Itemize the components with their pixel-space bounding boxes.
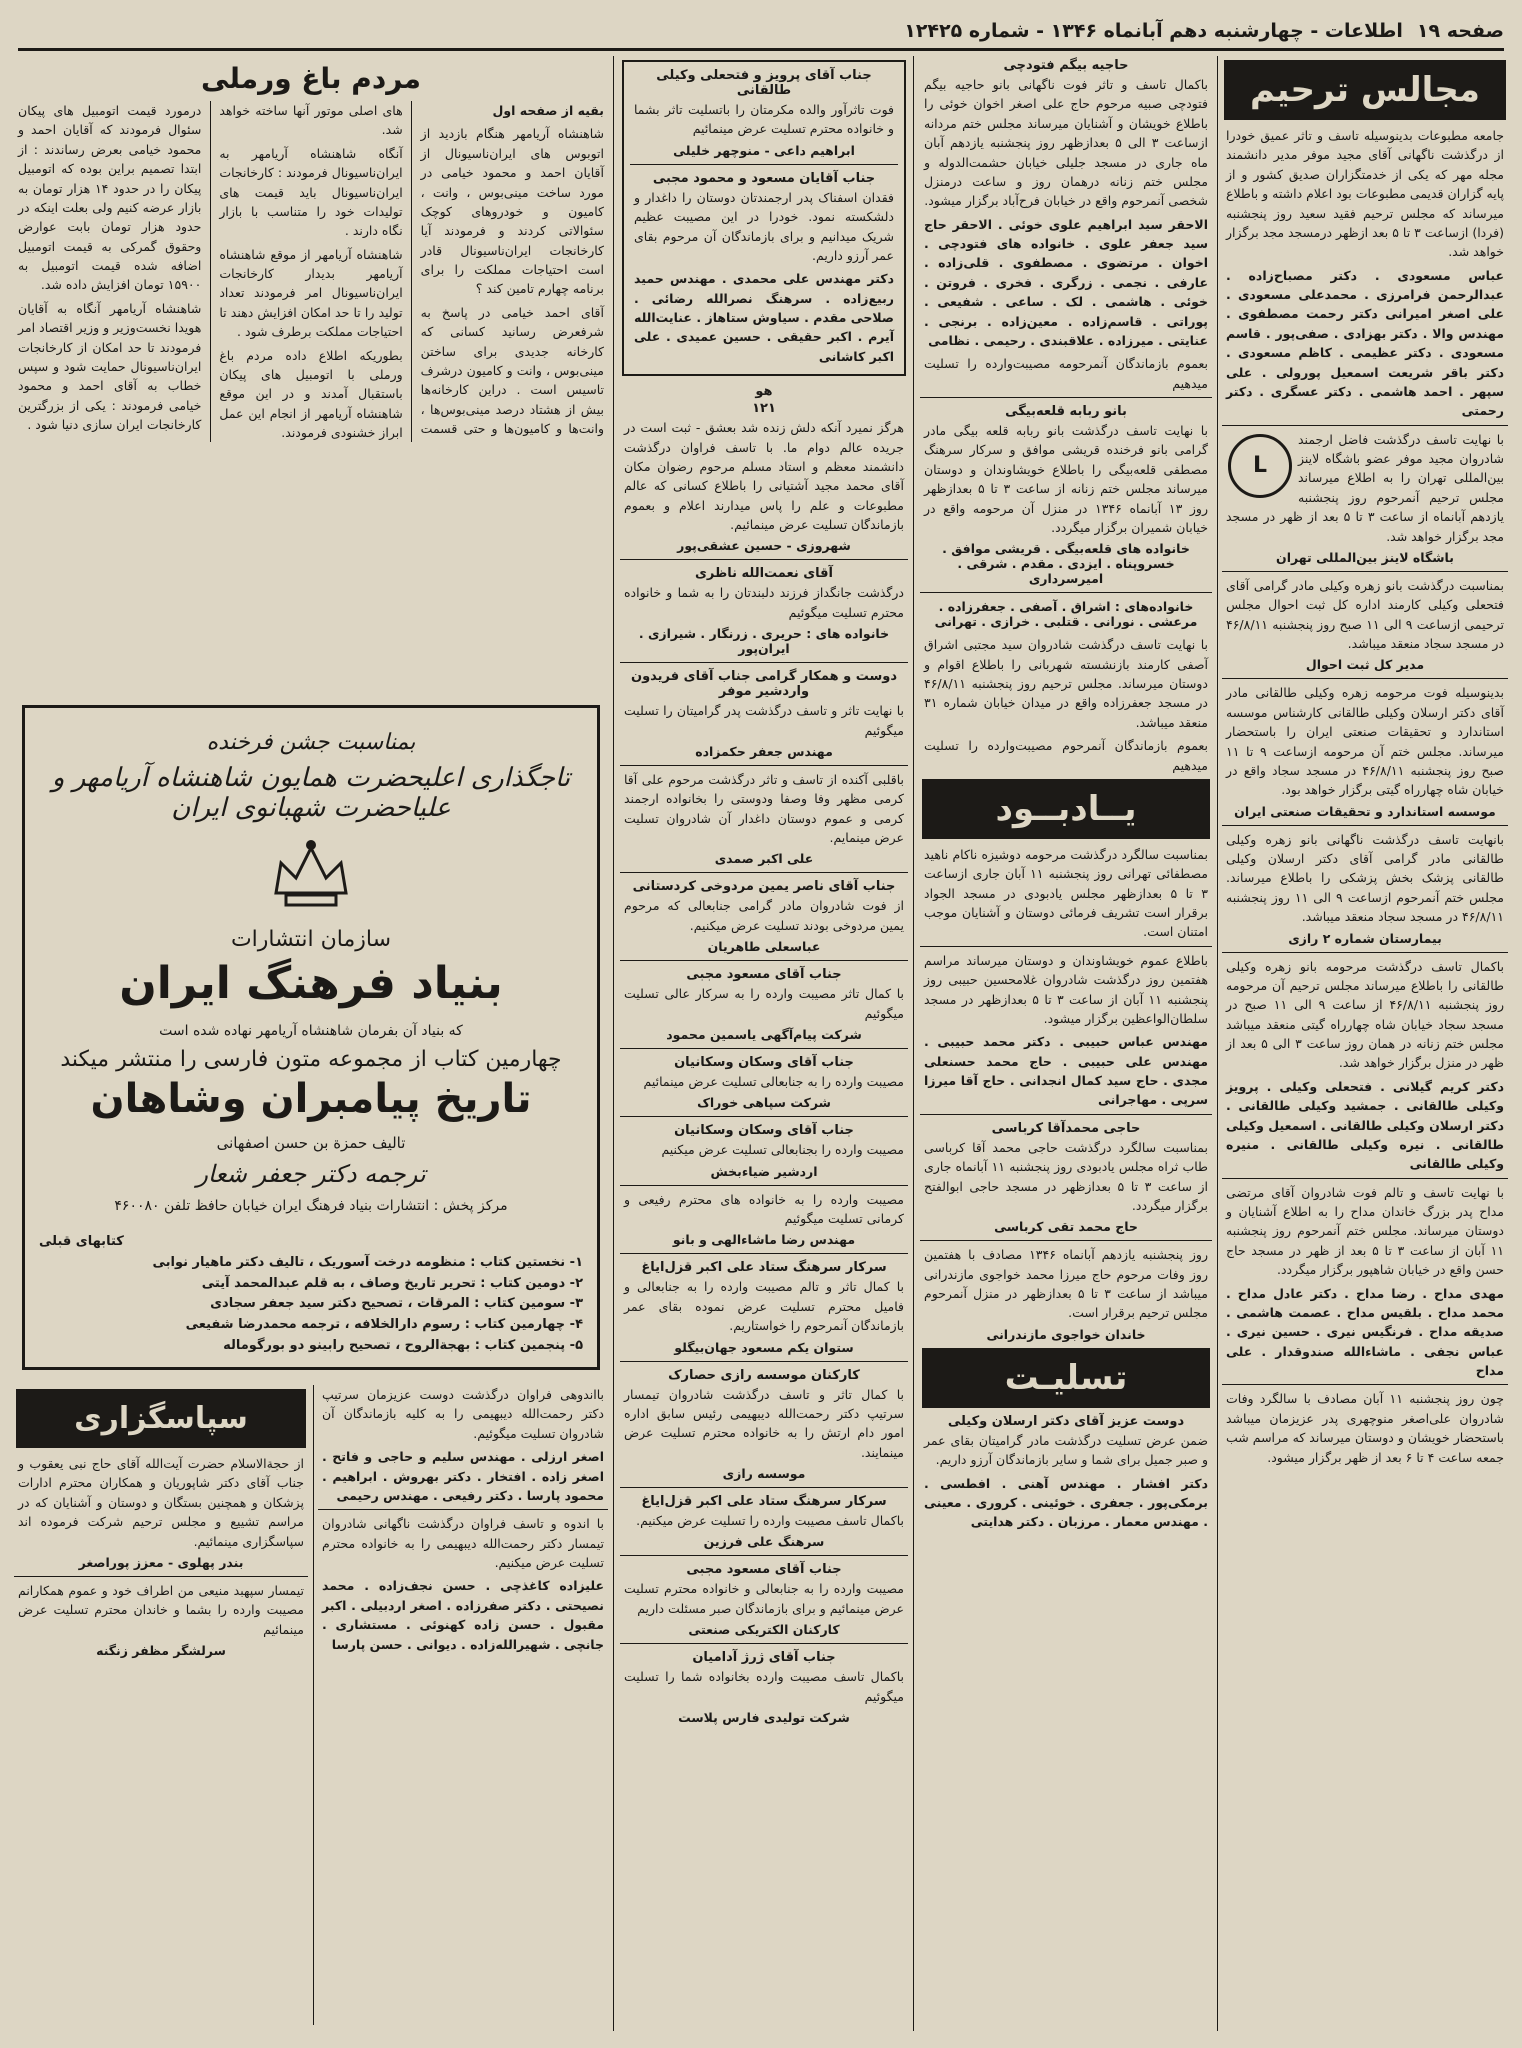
notice-text: تیمسار سپهبد منیعی من اطراف خود و عموم همکارانم مصیبت وارده را بشما و خاندان محترم تسلیت عرض مینمائیم bbox=[18, 1582, 304, 1637]
ad-translator: ترجمه دکتر جعفر شعار bbox=[196, 1160, 426, 1188]
notice-heading: جناب آقای پرویز و فتحعلی وکیلی طالقانی bbox=[656, 68, 872, 98]
notice-heading: دوست و همکار گرامی جناب آقای فریدون واردشیر موفر bbox=[630, 669, 898, 700]
notice-signature: خانواده های : حریری . زرنگار . شیرازی . ایران‌پور bbox=[638, 626, 890, 657]
notice-signature: باشگاه لاینز بین‌المللی تهران bbox=[1276, 549, 1454, 565]
notice-block bbox=[1222, 571, 1508, 673]
ad-books-title: کتابهای قبلی bbox=[39, 1234, 124, 1249]
notice-signature: ستوان یکم مسعود جهان‌بیگلو bbox=[674, 1339, 854, 1355]
notice-heading: آقای نعمت‌الله ناظری bbox=[694, 566, 834, 582]
notice-signature: شرکت سپاهی خوراک bbox=[697, 1095, 831, 1111]
notice-block bbox=[620, 765, 908, 867]
article-paragraph: آنگاه شاهنشاه آریامهر به ایران‌ناسیونال فرمودند : کارخانجات ایران‌ناسیونال باید قیمت های تولیدات خود را متناسب با بازار نگاه دارند . bbox=[219, 145, 403, 239]
notice-text: با نهایت تاسف درگذشت بانو ربابه قلعه بیگی مادر گرامی بانو فرخنده قریشی موافق و سرکار سرهنگ مصطفی قلعه‌بیگی را باطلاع خویشاوندان و دوستان میرساند مجلس ختم زنانه از ساعت ۳ تا ۵ بعدازظهر روز ۱۳ آبانماه ۱۳۴۶ در منزل آن مرحومه واقع در خیابان شمیران برگزار میگردد. bbox=[924, 423, 1208, 535]
column-3 bbox=[620, 56, 908, 2031]
notice-text: با کمال تاثر مصیبت وارده را به سرکار عالی تسلیت میگوئیم bbox=[624, 986, 904, 1021]
banner-tasliat: تسلیـت bbox=[922, 1348, 1210, 1408]
notice-heading: سرکار سرهنگ ستاد علی اکبر قزل‌ایاغ bbox=[641, 1494, 887, 1509]
notice-text: با کمال تاثر و تالم مصیبت وارده را به جنابعالی و فامیل محترم تسلیت عرض نموده بقای عمر بازماندگان آنمرحوم را خواستاریم. bbox=[624, 1279, 904, 1334]
notice-signers: علیزاده کاغذچی . حسن نجف‌زاده . محمد نصیحتی . دکتر صفرزاده . اصغر اردبیلی . اکبر مقبول . حسن زاده کهنوئی . مستشاری . جانچی . شهیرالله‌زاده . دیوانی . حسن پارسا bbox=[322, 1578, 604, 1652]
notice-signature: سرلشگر مظفر زنگنه bbox=[96, 1643, 226, 1658]
notice-heading: سرکار سرهنگ ستاد علی اکبر قزل‌ایاغ bbox=[641, 1260, 887, 1276]
notice-text: فوت تاثرآور والده مکرمتان را باتسلیت تاثر بشما و خانواده محترم تسلیت عرض مینمائیم bbox=[634, 102, 894, 137]
ad-book-item: ۳- سومین کتاب : المرقات ، تصحیح دکتر سید جعفر سجادی bbox=[210, 1296, 583, 1312]
column-1 bbox=[1222, 56, 1508, 2031]
notice-text: مصیبت وارده را به جنابعالی تسلیت عرض مینمائیم bbox=[643, 1073, 904, 1089]
notice-heading: جناب آقای وسکان وسکانیان bbox=[674, 1054, 854, 1070]
notice-text: بمناسبت سالگرد درگذشت حاجی محمد آقا کرباسی طاب ثراه مجلس یادبودی روز پنجشنبه ۱۱ آبانماه جاری از ساعت ۳ تا ۵ بعدازظهر در مسجد حاجی ابوالفتح برگزار میگردد. bbox=[924, 1139, 1208, 1213]
notice-signature: موسسه رازی bbox=[722, 1466, 806, 1481]
notice-block bbox=[920, 946, 1212, 1110]
ad-distribution: مرکز پخش : انتشارات بنیاد فرهنگ ایران خیابان حافظ تلفن ۴۶۰۰۸۰ bbox=[114, 1198, 508, 1214]
notice-block bbox=[1222, 425, 1508, 565]
notice-text: با نهایت تاسف درگذشت شادروان سید مجتبی اشراق آصفی کارمند بازنشسته شهربانی را باطلاع اقوام و دوستان میرساند. مجلس ترحیم روز پنجشنبه ۴۶/۸/۱۱ در مسجد جعفرزاده واقع در میدان خیابان شماره ۳۱ منعقد میباشد. bbox=[924, 637, 1208, 730]
notice-heading: جناب آقای ناصر یمین مردوخی کردستانی bbox=[632, 879, 896, 895]
notice-number: ۱۲۱ bbox=[752, 401, 776, 417]
article-paragraph: شاهنشاه آریامهر از موقع شاهنشاه آریامهر بدیدار کارخانجات ایران‌ناسیونال امر فرمودند تعداد تولید را تا حد امکان افزایش دهند تا احتیاجات مملکت برطرف شود . bbox=[219, 246, 403, 340]
notice-block bbox=[620, 1555, 908, 1637]
ad-book-item: ۴- چهارمین کتاب : رسوم دارالخلافه ، ترجمه محمدرضا شفیعی bbox=[185, 1317, 583, 1333]
crown-emblem bbox=[256, 833, 366, 913]
notice-text: ضمن عرض تسلیت درگذشت مادر گرامیتان بقای عمر و صبر جمیل برای شما و سایر بازماندگان آرزو داریم. bbox=[924, 1432, 1208, 1468]
notice-signature: عباسعلی طاهریان bbox=[707, 939, 821, 955]
notice-text: باکمال تاسف و تاثر فوت ناگهانی بانو حاجیه بیگم فتودچی صبیه مرحوم حاج علی اصغر اخوان خوئی را باطلاع خویشان و آشنایان میرساند مجلس ختم مردانه ازساعت ۳ الی ۵ بعدازظهر روز پنجشنبه یازدهم آبان ماه جاری در مسجد جلیلی خیابان حشمت‌الدوله و مجلس ختم زنانه درهمان روز و ساعت درمنزل شخصی آنمرحوم واقع در خیابان فرح‌آباد برگزار میشود. bbox=[924, 77, 1209, 209]
page-label: صفحه ۱۹ bbox=[1416, 20, 1504, 42]
notice-signers: دکتر کریم گیلانی . فتحعلی وکیلی . پرویز وکیلی طالقانی . جمشید وکیلی طالقانی . دکتر ارسلان وکیلی طالقانی . اسمعیل وکیلی طالقانی . نیره وکیلی طالقانی . منیره وکیلی طالقانی bbox=[1226, 1078, 1504, 1172]
banner-yadbud: یــادبــود bbox=[922, 779, 1210, 839]
notice-heading: بانو ربابه قلعه‌بیگی bbox=[1005, 404, 1127, 419]
notice-signature: مهندس رضا ماشاءالهی و بانو bbox=[672, 1232, 856, 1248]
notice-signers: الاحقر سید ابراهیم علوی خوئی . الاحقر حاج سید جعفر علوی . خانواده های فتودچی . اخوان . مرتضوی . مصطفوی . قلی‌زاده . عارفی . نجمی . زرگری . فخری . فروتن . خوئی . هاشمی . لک . ساعی . شفیعی . پوراتی . قاسم‌زاده . معین‌زاده . برنجی . عنایتی . میرزاده . علاقبندی . رحیمی . نظامی bbox=[924, 216, 1208, 348]
notice-signature: بندر پهلوی - معزز پوراصغر bbox=[78, 1554, 244, 1570]
notice-signature: خانواده‌های : اشراق . آصفی . جعفرزاده . مرعشی . نورانی . قتلبی . خرازی . تهرانی bbox=[934, 599, 1198, 630]
ad-book-item: ۵- پنجمین کتاب : بهجة‌الروح ، تصحیح رابینو دو بورگوماله bbox=[223, 1337, 583, 1353]
notice-block bbox=[620, 559, 908, 656]
notice-text: چون روز پنجشنبه ۱۱ آبان مصادف با سالگرد وفات شادروان علی‌اصغر منوچهری پدر عزیزمان میباشد باستحضار خویشان و دوستان میرساند که مراسم شب جمعه ساعت ۴ تا ۶ بعد از ظهر برگزار میشود. bbox=[1226, 1391, 1504, 1465]
notice-text: مصیبت وارده را به جنابعالی و خانواده محترم تسلیت عرض مینمائیم و برای بازماندگان صبر مسئلت داریم bbox=[624, 1581, 904, 1616]
notice-text: بانهایت تاسف درگذشت ناگهانی بانو زهره وکیلی طالقانی مادر گرامی آقای دکتر ارسلان وکیلی طالقانی پزشک بخش پزشکی را باطلاع میرساند. مجلس ختم آنمرحوم ازساعت ۹ الی ۱۱ روز پنجشنبه ۴۶/۸/۱۱ در مسجد سجاد منعقد میباشد. bbox=[1226, 831, 1504, 925]
page-header bbox=[18, 14, 1504, 51]
notice-block bbox=[620, 960, 908, 1042]
column-2 bbox=[920, 56, 1212, 2031]
notice-signature: مهندس جعفر حکمزاده bbox=[695, 743, 833, 759]
notice-signature: علی اکبر صمدی bbox=[714, 851, 814, 867]
ad-occasion: بمناسبت جشن فرخنده bbox=[206, 730, 416, 755]
notice-text: روز پنجشنبه یازدهم آبانماه ۱۳۴۶ مصادف با هفتمین روز وفات مرحوم حاج میرزا محمد خواجوی مازندرانی میباشد از ساعت ۳ تا ۵ بعدازظهر در منزل آنمرحوم مجلس ترحیم برقرار است. bbox=[924, 1247, 1209, 1321]
notice-signers: مهدی مداح . رضا مداح . دکتر عادل مداح . محمد مداح . بلقیس مداح . عصمت هاشمی . صدیقه مداح . فرنگیس نیری . حسین نیری . عباس نجفی . ماشاءالله صندوقدار . علی مداح bbox=[1226, 1285, 1504, 1378]
notice-signature: خانواده های قلعه‌بیگی . قریشی موافق . خسروپناه . ایزدی . مقدم . شرقی . امیرسرداری bbox=[942, 541, 1190, 587]
notice-block bbox=[920, 1114, 1212, 1235]
notice-text: از حجةالاسلام حضرت آیت‌الله آقای حاج نبی یعقوب و جناب آقای دکتر شاپوریان و همکاران محترم ادارات پزشکان و همچنین بستگان و دوستان و آشنایان که در مراسم تشییع و مجلس ترحیم شرکت فرموده اند سپاسگزاری مینمائیم. bbox=[18, 1456, 304, 1549]
notice-signers: دکتر مهندس علی محمدی . مهندس حمید ربیع‌زاده . سرهنگ نصرالله رضائی . صلاحی مقدم . سیاوش ستاهاز . عنایت‌الله آیرم . اکبر حقیقی . حسین عمیدی . علی اکبر کاشانی bbox=[634, 271, 894, 364]
ad-publisher-name: بنیاد فرهنگ ایران bbox=[119, 958, 503, 1009]
bottom-left-notices bbox=[14, 1385, 308, 2030]
notice-signers: اصغر ارزلی . مهندس سلیم و حاجی و فاتح . اصغر زاده . افتخار . دکتر بهروش . ابراهیم . محمود پارسا . دکتر رفیعی . مهندس رحیمی bbox=[322, 1449, 604, 1503]
notice-block bbox=[620, 1487, 908, 1549]
notice-block bbox=[620, 1253, 908, 1354]
notice-block bbox=[920, 1240, 1212, 1342]
notice-text: فقدان اسفناک پدر ارجمندتان دوستان را داغدار و دلشکسته نمود. خودرا در این مصیبت عظیم شریک میدانیم و برای بازماندگان آن مرحوم بقای عمر آرزو داریم. bbox=[634, 189, 894, 263]
notice-block bbox=[620, 872, 908, 954]
article-column bbox=[14, 56, 608, 696]
notice-text: باقلبی آکنده از تاسف و تاثر درگذشت مرحوم علی آقا کرمی مظهر وفا وصفا ودوستی را بخانواده ارجمند کرمی و عموم دوستان داغدار آن شادروان تسلیت عرض مینمایم. bbox=[624, 771, 904, 845]
notice-signature: شرکت تولیدی فارس پلاست bbox=[678, 1709, 850, 1725]
notice-signature: شرکت پیام‌آگهی یاسمین محمود bbox=[666, 1026, 862, 1042]
article-subhead: بقیه از صفحه اول bbox=[492, 103, 604, 118]
notice-block bbox=[620, 1361, 908, 1482]
notice-text: مصیبت وارده را به خانواده های محترم رفیعی و کرمانی تسلیت میگوئیم bbox=[624, 1191, 904, 1226]
notice-signature: حاج محمد تقی کرباسی bbox=[994, 1219, 1138, 1235]
notice-signature: سرهنگ علی فرزین bbox=[703, 1534, 825, 1550]
notice-heading: جناب آقایان مسعود و محمود مجبی bbox=[652, 170, 876, 186]
ad-publisher-label: سازمان انتشارات bbox=[230, 927, 392, 952]
notice-text: با نهایت تاسف و تالم فوت شادروان آقای مرتضی مداح پدر بزرگ خاندان مداح را به اطلاع آشنایان و دوستان میرساند. مجلس ختم آنمرحوم روز پنجشنبه ۱۱ آبان از ساعت ۳ تا ۵ بعد از ظهر در مسجد حاج حسن واقع در خیابان شاهپور برگزار میگردد. bbox=[1226, 1184, 1504, 1278]
banner-majales: مجالس ترحیم bbox=[1224, 60, 1506, 120]
ad-book-item: ۲- دومین کتاب : تحریر تاریخ وصاف ، به قلم عبدالمحمد آیتی bbox=[201, 1275, 583, 1291]
notice-block bbox=[1222, 825, 1508, 946]
notice-heading: جناب آقای ژرژ آدامیان bbox=[692, 1650, 836, 1666]
notice-text: درگذشت جانگداز فرزند دلبندتان را به شما و خانواده محترم تسلیت میگوئیم bbox=[624, 585, 904, 620]
book-advertisement bbox=[22, 705, 600, 1370]
article-paragraph: درمورد قیمت اتومبیل های پیکان سئوال فرمودند که آقایان احمد و محمود خیامی بعرض رساندند : از ابتدا تصمیم براین بوده که اتومبیل پیکان را در حدود ۱۴ هزار تومان به بازار عرضه کنیم ولی بعلت اینکه در حدود هزار تومان بابت عوارض وحقوق گمرکی به قیمت اتومبیل اضافه شده قیمت اتومبیل به ۱۵۹۰۰ تومان افزایش داده شد. bbox=[18, 103, 202, 293]
article-paragraph: شاهنشاه آریامهر آنگاه به آقایان هویدا نخست‌وزیر و وزیر اقتصاد امر فرمودند تا حد امکان از کارخانجات ایران‌ناسیونال حمایت شود و سپس خطاب به آقای احمد و محمود خیامی فرمودند : یکی از بزرگترین کارخانجات ایران سازی دنیا شود . bbox=[18, 300, 202, 432]
notice-heading: دوست عزیز آقای دکتر ارسلان وکیلی bbox=[947, 1413, 1185, 1429]
notice-heading: حاجی محمدآقا کرباسی bbox=[991, 1120, 1141, 1136]
notice-text: مصیبت وارده را بجنابعالی تسلیت عرض میکنیم bbox=[661, 1142, 904, 1158]
notice-text: بمناسبت سالگرد درگذشت مرحومه دوشیزه ناکام ناهید مصطفائی تهرانی روز پنجشنبه ۱۱ آبان جاری ازساعت ۳ تا ۵ بعدازظهر مجلس یادبودی در مسجد الجواد برقرار است تشریف فرمائی دوستان و آشنایان موجب امتنان است. bbox=[924, 846, 1209, 940]
notice-text: بدینوسیله فوت مرحومه زهره وکیلی طالقانی مادر آقای دکتر ارسلان وکیلی طالقانی کارشناس موسسه استاندارد و تحقیقات صنعتی ایران را باستحضار میرساند. مجلس ختم آن مرحومه ازساعت ۹ تا ۱۱ صبح روز پنجشنبه ۴۶/۸/۱۱ در مسجد سجاد واقع در خیابان شاه چهارراه گیتی برگزار خواهد بود. bbox=[1226, 685, 1505, 798]
notice-signers: دکتر افشار . مهندس آهنی . افطسی . برمکی‌پور . جعفری . خوئینی . کروری . معینی . مهندس معمار . مرزبان . دکتر هدایتی bbox=[924, 1475, 1208, 1530]
notice-text: با نهایت تاثر و تاسف درگذشت پدر گرامیتان را تسلیت میگوئیم bbox=[624, 703, 904, 738]
ad-book-item: ۱- نخستین کتاب : منظومه درخت آسوریک ، تالیف دکتر ماهیار نوابی bbox=[152, 1254, 583, 1270]
notice-signers: مهندس عباس حبیبی . دکتر محمد حبیبی . مهندس علی حبیبی . حاج محمد حسنعلی مجدی . حاج سید کمال انجدانی . حاج آقا میرزا سرپی . مهاجرانی bbox=[924, 1034, 1208, 1108]
article-paragraph: شاهنشاه آریامهر هنگام بازدید از اتوبوس های ایران‌ناسیونال از آقایان احمد و محمود خیامی در مورد ساخت مینی‌بوس ، وانت ، کامیون و خودروهای کوچک سئوالاتی کردند و فرمودند آیا کارخانجات ایران‌ناسیونال قادر است احتیاجات مملکت را برای برنامه چهارم تامین کند ؟ bbox=[420, 126, 604, 297]
notice-block bbox=[1222, 678, 1508, 818]
condolence-box bbox=[622, 60, 906, 376]
notice-block bbox=[620, 1048, 908, 1110]
notice-block bbox=[920, 397, 1212, 586]
lions-club-logo: L bbox=[1228, 434, 1292, 498]
notice-text: با اندوه و تاسف فراوان درگذشت ناگهانی شادروان تیمسار دکتر رحمت‌الله دیبهیمی را به خانواده محترم تسلیت عرض میکنیم. bbox=[322, 1516, 604, 1570]
notice-text: بمناسبت درگذشت بانو زهره وکیلی مادر گرامی آقای فتحعلی وکیلی کارمند اداره کل ثبت احوال مجلس ترحیمی ازساعت ۹ الی ۱۱ صبح روز پنجشنبه ۴۶/۸/۱۱ در مسجد سجاد منعقد میباشد. bbox=[1226, 577, 1504, 651]
notice-heading: کارکنان موسسه رازی حصارک bbox=[668, 1367, 860, 1383]
notice-note: بعموم بازماندگان آنمرحوم مصیبت‌وارده را تسلیت میدهیم bbox=[924, 738, 1208, 773]
notice-signature: کارکنان الکتریکی صنعتی bbox=[688, 1622, 840, 1638]
notice-block bbox=[1222, 1384, 1508, 1467]
notice-signature: شهروزی - حسین عشقی‌پور bbox=[677, 538, 851, 554]
ad-author: تالیف حمزة بن حسن اصفهانی bbox=[216, 1134, 406, 1152]
notice-signature: ابراهیم داعی - منوچهر خلیلی bbox=[673, 142, 855, 158]
notice-signature: خاندان خواجوی مازندرانی bbox=[986, 1326, 1146, 1342]
notice-text: جامعه مطبوعات بدینوسیله تاسف و تاثر عمیق خودرا از درگذشت ناگهانی آقای مجید موفر مدیر دانشمند مجله مهر که یکی از خدمتگزاران صدیق کشور و از پایه گزاران قدیمی مطبوعات بود اعلام داشته و باطلاع میرساند که مجلس ترحیم فقید سعید روز پنجشنبه (فردا) ازساعت ۳ تا ۵ بعد ازظهر درمسجد مجد برگزار خواهد شد. bbox=[1225, 128, 1504, 260]
notice-text: بااندوهی فراوان درگذشت دوست عزیزمان سرتیپ دکتر رحمت‌الله دیبهیمی را به کلیه بازماندگان آن شادروان تسلیت میگوئیم. bbox=[322, 1387, 604, 1441]
article-paragraph: بطوریکه اطلاع داده مردم باغ ورملی با اتومبیل های پیکان باستقبال آمدند و در این موقع شاهنشاه آریامهر از انجام این عمل ابراز خشنودی فرمودند. bbox=[219, 347, 403, 440]
notice-heading: جناب آقای وسکان وسکانیان bbox=[674, 1123, 854, 1139]
bottom-mid-notices bbox=[318, 1385, 608, 2030]
notice-block bbox=[1222, 1178, 1508, 1381]
notice-text: با نهایت تاسف درگذشت فاضل ارجمند شادروان مجید موفر عضو باشگاه لاینز بین‌المللی تهران را به اطلاع میرساند مجلس ترحیم آنمرحوم روز پنجشنبه یازدهم آبانماه از ساعت ۳ تا ۵ بعد از ظهر در مسجد مجد برگزار خواهد شد. bbox=[1226, 431, 1505, 544]
notice-heading: حاجیه بیگم فتودچی bbox=[1003, 58, 1129, 73]
notice-block bbox=[620, 1116, 908, 1178]
masthead: اطلاعات - چهارشنبه دهم آبانماه ۱۳۴۶ - شماره ۱۲۴۲۵ bbox=[904, 20, 1403, 42]
notice-block bbox=[620, 662, 908, 759]
notice-signers: عباس مسعودی . دکتر مصباح‌زاده . عبدالرحمن فرامرزی . محمدعلی مسعودی . علی اصغر امیرانی دکتر رحمت مصطفوی . مهندس والا . دکتر بهزادی . صفی‌پور . قاسم مسعودی . دکتر عظیمی . کاظم مسعودی . دکتر باقر شریعت اسمعیل پورولی . علی سپهر . احمد هاشمی . دکتر عسگری . دکتر رحمتی bbox=[1226, 267, 1504, 419]
ad-previous-books bbox=[39, 1232, 583, 1357]
notice-block bbox=[14, 1576, 308, 1658]
ad-series: چهارمین کتاب از مجموعه متون فارسی را منتشر میکند bbox=[60, 1047, 562, 1072]
banner-sepasgozari: سپاسگزاری bbox=[16, 1389, 306, 1448]
ad-book-title: تاریخ پیامبران وشاهان bbox=[90, 1076, 532, 1122]
ad-description: که بنیاد آن بفرمان شاهنشاه آریامهر نهاده شده است bbox=[159, 1023, 463, 1039]
notice-signature: بیمارستان شماره ۲ رازی bbox=[1288, 930, 1442, 946]
notice-text: از فوت شادروان مادر گرامی جنابعالی که مرحوم یمین مردوخی بودند تسلیت عرض میکنیم. bbox=[624, 898, 904, 933]
notice-text: باکمال تاسف مصیبت وارده را تسلیت عرض میکنیم. bbox=[636, 1513, 904, 1528]
notice-block bbox=[318, 1509, 608, 1654]
notice-block bbox=[1222, 952, 1508, 1174]
notice-heading: هو bbox=[755, 384, 773, 400]
notice-text: باکمال تاسف درگذشت مرحومه بانو زهره وکیلی طالقانی را باطلاع میرساند مجلس ترحیم آن مرحومه روز پنجشنبه ۴۶/۸/۱۱ از ساعت ۹ الی ۱۱ صبح در مسجد سجاد خیابان شاه چهارراه گیتی منعقد میباشد مجلس ختم زنانه در همان روز ساعت ۳ الی ۵ بعد از ظهر در منزل برگزار خواهد شد. bbox=[1226, 958, 1504, 1071]
article-paragraph: آقای احمد خیامی در پاسخ به شرفعرض رسانید کسانی که کارخانه جدیدی برای ساختن مینی‌بوس ، وانت و کامیون درشرف تاسیس است . دراین کارخانه‌ها بیش از هشتاد درصد مینی‌بوس‌ها ، وانت‌ها و کامیون‌ها و حتی قسمت های اصلی موتور آنها ساخته خواهد شد. bbox=[219, 103, 604, 436]
notice-signature: اردشیر ضیاءبخش bbox=[710, 1163, 818, 1179]
notice-text: هرگز نمیرد آنکه دلش زنده شد بعشق - ثبت است در جریده عالم دوام ما. با تاسف فراوان درگذشت دانشمند معظم و استاد مسلم مرحوم رضوان مکان آقای محمد مجید آشتیانی را باطلاع کسانی که عالم مطبوعات و علم را پاس میدارند اعلام و بعموم بازماندگان تسلیت عرض مینمائیم. bbox=[624, 420, 904, 532]
notice-text: باکمال تاسف مصیبت وارده بخانواده شما را تسلیت میگوئیم bbox=[624, 1669, 904, 1704]
notice-signature: مدیر کل ثبت احوال bbox=[1305, 657, 1425, 673]
notice-heading: جناب آقای مسعود مجبی bbox=[686, 1562, 842, 1578]
notice-note: بعموم بازماندگان آنمرحومه مصیبت‌وارده را تسلیت میدهیم bbox=[924, 356, 1208, 391]
notice-block bbox=[920, 592, 1212, 775]
notice-text: باطلاع عموم خویشاوندان و دوستان میرساند مراسم هفتمین روز درگذشت شادروان غلامحسین حبیبی روز پنجشنبه ۱۱ آبان از ساعت ۳ تا ۵ بعدازظهر در مسجد سلطان‌الواعظین برگزار میشود. bbox=[924, 952, 1209, 1026]
article-title: مردم باغ ورملی bbox=[201, 62, 421, 95]
notice-text: با کمال تاثر و تاسف درگذشت شادروان تیمسار سرتیپ دکتر رحمت‌الله دیبهیمی رئیس سابق اداره امور دام ارتش را به خانواده محترم تسلیت عرض مینمایند. bbox=[624, 1386, 904, 1460]
ad-coronation: تاجگذاری اعلیحضرت همایون شاهنشاه آریامهر و علیاحضرت شهبانوی ایران bbox=[51, 763, 571, 823]
notice-heading: جناب آقای مسعود مجبی bbox=[686, 967, 842, 983]
notice-signature: موسسه استاندارد و تحقیقات صنعتی ایران bbox=[1234, 803, 1496, 819]
notice-block bbox=[620, 1643, 908, 1725]
notice-block bbox=[620, 1185, 908, 1248]
